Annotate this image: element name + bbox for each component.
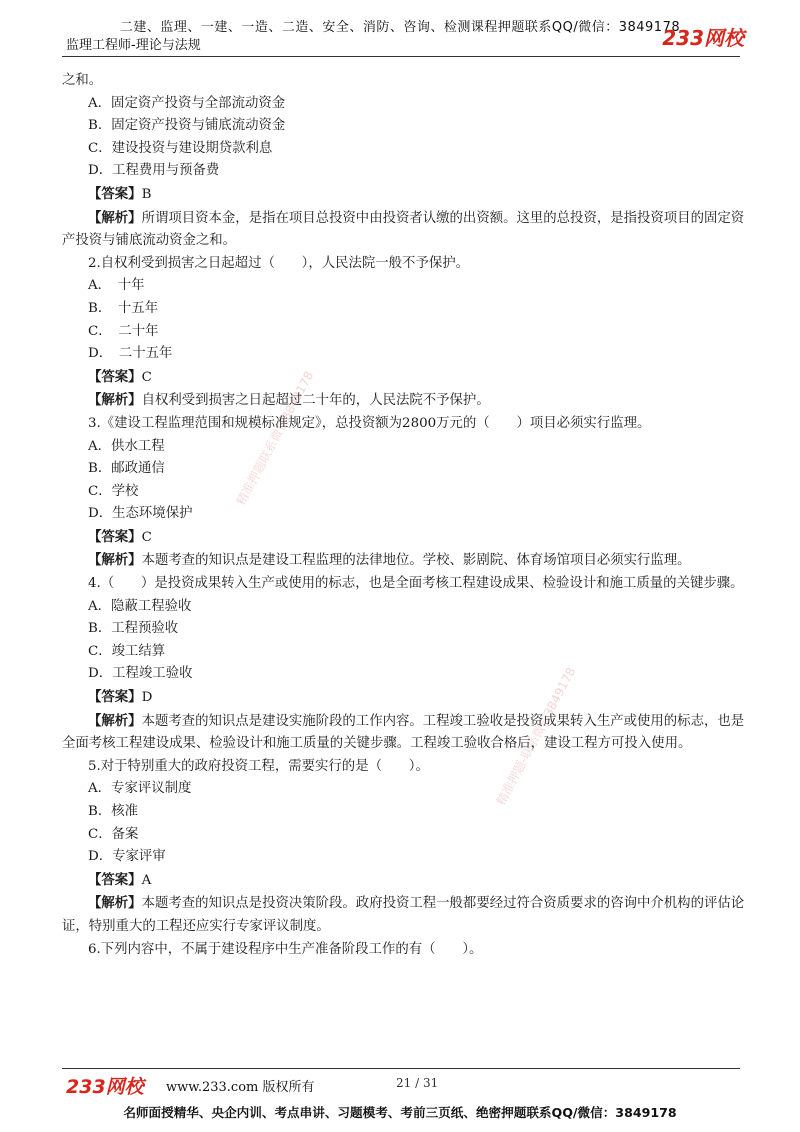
analysis-tag: 【解析】 — [88, 712, 142, 729]
page-number: 21 / 31 — [396, 1076, 439, 1090]
analysis-text: 本题考查的知识点是建设工程监理的法律地位。学校、影剧院、体育场馆项目必须实行监理。 — [141, 553, 691, 569]
text-line: 之和。 — [62, 73, 103, 88]
analysis-tag: 【解析】 — [88, 392, 142, 409]
answer-value: D — [141, 690, 153, 706]
analysis-tag: 【解析】 — [88, 895, 142, 912]
option-c: C．竣工结算 — [88, 643, 166, 659]
analysis-line — [62, 389, 752, 413]
watermark-text: 精准押题联系微信3849178 — [233, 368, 317, 508]
analysis-paragraph — [62, 549, 752, 573]
option-c: C．建设投资与建设期贷款利息 — [88, 140, 273, 156]
option-d: D．工程费用与预备费 — [88, 163, 220, 179]
question-5: 5.对于特别重大的政府投资工程，需要实行的是（ ）。 — [88, 758, 429, 774]
option-b: B．固定资产投资与铺底流动资金 — [88, 118, 286, 134]
option-a: A． 十年 — [88, 278, 145, 294]
header-logo: 233网校 — [662, 26, 744, 50]
analysis-text: 本题考查的知识点是建设实施阶段的工作内容。工程竣工验收是投资成果转入生产或使用的标志，也是全面考核工程建设成果、检验设计和施工质量的关键步骤。工程竣工验收合格后，建设工程方可投入使用。 — [62, 713, 745, 752]
option-c: C．学校 — [88, 483, 139, 499]
analysis-text: 自权利受到损害之日起超过二十年的，人民法院不予保护。 — [141, 393, 490, 409]
option-a: A．供水工程 — [88, 438, 165, 454]
answer-tag: 【答案】 — [88, 185, 142, 202]
answer-line — [62, 526, 752, 550]
option-d: D． 二十五年 — [88, 346, 173, 362]
option-d: D．工程竣工验收 — [88, 666, 193, 682]
answer-line — [62, 686, 752, 710]
option-c: C． 二十年 — [88, 323, 159, 339]
option-d: D．专家评审 — [88, 849, 166, 865]
document-body — [62, 70, 752, 961]
analysis-text: 所谓项目资本金，是指在项目总投资中由投资者认缴的出资额。这里的总投资，是指投资项目的固定资产投资与铺底流动资金之和。 — [62, 210, 745, 249]
answer-value: C — [141, 369, 152, 385]
footer-copyright: www.233.com 版权所有 — [166, 1080, 315, 1095]
answer-value: C — [141, 529, 152, 545]
answer-line — [62, 366, 752, 390]
header-promo-text: 二建、监理、一建、一造、二造、安全、消防、咨询、检测课程押题联系QQ/微信：3849178 — [119, 20, 681, 35]
question-2: 2.自权利受到损害之日起超过（ ），人民法院一般不予保护。 — [88, 255, 470, 271]
question-4: 4.（ ）是投资成果转入生产或使用的标志，也是全面考核工程建设成果、检验设计和施工质量的关键步骤。 — [88, 576, 744, 592]
header-subtitle: 监理工程师-理论与法规 — [66, 38, 201, 53]
option-a: A．专家评议制度 — [88, 781, 192, 797]
answer-tag: 【答案】 — [88, 871, 142, 888]
option-b: B． 十五年 — [88, 300, 159, 316]
analysis-text: 本题考查的知识点是投资决策阶段。政府投资工程一般都要经过符合资质要求的咨询中介机构的评估论证，特别重大的工程还应实行专家评议制度。 — [62, 896, 745, 934]
footer-logo: 233网校 — [66, 1076, 144, 1098]
analysis-tag: 【解析】 — [88, 552, 142, 569]
analysis-paragraph — [62, 710, 752, 756]
option-a: A．固定资产投资与全部流动资金 — [88, 95, 286, 111]
answer-tag: 【答案】 — [88, 368, 142, 385]
analysis-tag: 【解析】 — [88, 209, 142, 226]
question-3: 3.《建设工程监理范围和规模标准规定》，总投资额为2800万元的（ ）项目必须实行监理。 — [88, 415, 651, 431]
option-a: A．隐蔽工程验收 — [88, 598, 192, 614]
answer-value: A — [141, 872, 152, 888]
option-c: C．备案 — [88, 826, 139, 842]
option-b: B．工程预验收 — [88, 621, 179, 637]
answer-value: B — [141, 186, 152, 202]
option-b: B．邮政通信 — [88, 461, 165, 477]
answer-tag: 【答案】 — [88, 689, 142, 706]
answer-line — [62, 183, 752, 207]
analysis-paragraph — [62, 892, 752, 938]
header-divider — [62, 56, 740, 57]
question-6: 6.下列内容中，不属于建设程序中生产准备阶段工作的有（ ）。 — [88, 941, 483, 957]
option-b: B．核准 — [88, 804, 139, 819]
footer-divider — [62, 1068, 740, 1069]
page-header — [0, 0, 800, 60]
answer-tag: 【答案】 — [88, 528, 142, 545]
footer-promo-text: 名师面授精华、央企内训、考点串讲、习题模考、考前三页纸、绝密押题联系QQ/微信：3849178 — [123, 1105, 677, 1120]
option-d: D．生态环境保护 — [88, 506, 193, 522]
answer-line — [62, 869, 752, 893]
analysis-paragraph — [62, 207, 752, 253]
watermark-text: 精准押题-联系微信3849178 — [493, 665, 579, 808]
